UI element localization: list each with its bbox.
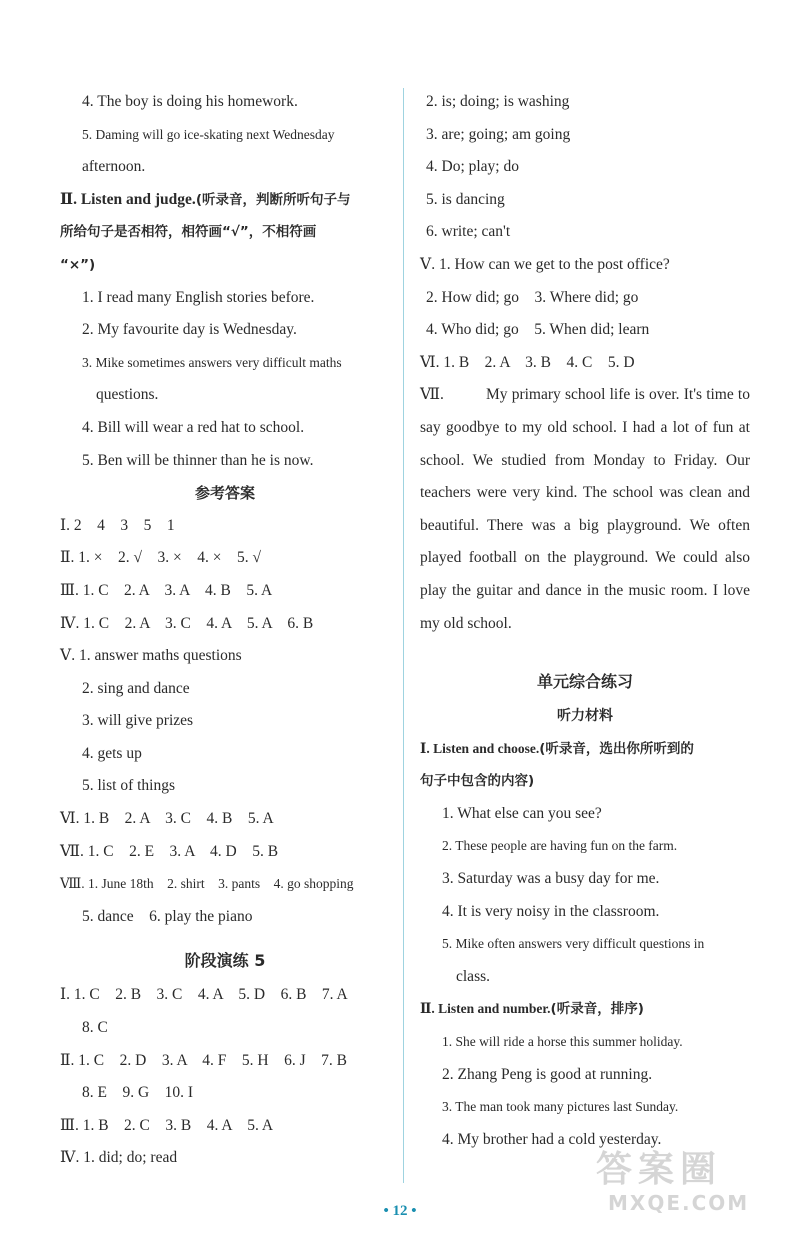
list-item: 4. It is very noisy in the classroom. (442, 902, 660, 920)
answer-row: 2. sing and dance (82, 679, 190, 697)
list-item: 2. Zhang Peng is good at running. (442, 1065, 653, 1083)
answer-row: Ⅵ. 1. B 2. A 3. C 4. B 5. A (60, 810, 274, 828)
essay-paragraph (420, 379, 750, 640)
section-heading-cont: 所给句子是否相符，相符画“√”，不相符画 (60, 224, 317, 241)
watermark-logo (596, 1141, 786, 1223)
answer-row: Ⅰ. 2 4 3 5 1 (60, 516, 175, 534)
answer-row: 3. are; going; am going (426, 125, 571, 143)
list-item: 3. Mike sometimes answers very difficult maths (82, 354, 342, 370)
answer-row: 5. list of things (82, 777, 176, 795)
column-divider (403, 88, 404, 1183)
answer-row: Ⅱ. 1. × 2. √ 3. × 4. × 5. √ (60, 549, 262, 567)
list-item: 3. The man took many pictures last Sunday. (442, 1099, 679, 1115)
answer-row: 8. E 9. G 10. I (82, 1084, 194, 1102)
watermark-text: 答案圈 (596, 1149, 723, 1190)
answer-row: Ⅲ. 1. B 2. C 3. B 4. A 5. A (60, 1116, 274, 1134)
section-heading: Ⅰ. Listen and choose.(听录音，选出你所听到的 (420, 740, 694, 757)
left-column (60, 86, 390, 1175)
list-item: 4. Bill will wear a red hat to school. (82, 418, 305, 436)
answer-row: 6. write; can't (426, 223, 511, 241)
list-item: questions. (96, 386, 159, 404)
answer-row: 4. gets up (82, 744, 142, 762)
watermark-url: MXQE.COM (608, 1191, 750, 1215)
list-item: 1. I read many English stories before. (82, 288, 315, 306)
stage-title: 阶段演练 5 (184, 951, 266, 971)
section-heading-cont: 句子中包含的内容) (420, 773, 535, 790)
answer-row: 8. C (82, 1019, 108, 1037)
answer-row: 4. Who did; go 5. When did; learn (426, 321, 650, 339)
answer-row: Ⅶ. 1. C 2. E 3. A 4. D 5. B (60, 842, 279, 860)
essay-text: My primary school life is over. It's time to say goodbye to my old school. I had a lot of fun at school. We studied from Monday to Friday. Our teachers were very kind. The school was clean and beautiful. There was a big playground. We often played football on the playground. We could also play the guitar and dance in the music room. I love my old school. (420, 386, 750, 632)
list-item: class. (456, 967, 491, 985)
answer-row: Ⅱ. 1. C 2. D 3. A 4. F 5. H 6. J 7. B (60, 1051, 347, 1069)
list-item: 4. My brother had a cold yesterday. (442, 1130, 662, 1148)
list-item: afternoon. (82, 158, 146, 176)
answer-row: Ⅲ. 1. C 2. A 3. A 4. B 5. A (60, 581, 273, 599)
right-column (420, 86, 750, 1156)
answer-row: Ⅵ. 1. B 2. A 3. B 4. C 5. D (420, 353, 635, 371)
list-item: 1. She will ride a horse this summer holiday. (442, 1034, 683, 1050)
list-item: 5. Ben will be thinner than he is now. (82, 451, 314, 469)
answer-row: 2. is; doing; is washing (426, 93, 570, 110)
list-item: 2. My favourite day is Wednesday. (82, 321, 297, 339)
list-item: 1. What else can you see? (442, 804, 602, 822)
answer-row: Ⅴ. 1. answer maths questions (60, 647, 242, 665)
answer-row: Ⅴ. 1. How can we get to the post office? (420, 255, 670, 273)
answer-row: 4. Do; play; do (426, 158, 519, 176)
section-heading: Ⅱ. Listen and number.(听录音，排序) (420, 1001, 644, 1018)
essay-label: Ⅶ. (420, 386, 444, 404)
answer-row: 2. How did; go 3. Where did; go (426, 288, 639, 306)
answer-row: Ⅷ. 1. June 18th 2. shirt 3. pants 4. go shopping (60, 876, 354, 892)
list-item: 5. Mike often answers very difficult questions in (442, 936, 705, 952)
answer-row: Ⅰ. 1. C 2. B 3. C 4. A 5. D 6. B 7. A (60, 986, 348, 1004)
page-number: • 12 • (383, 1203, 417, 1219)
unit-title: 单元综合练习 (536, 672, 633, 692)
list-item: 2. These people are having fun on the farm. (442, 838, 678, 854)
answer-row: Ⅳ. 1. did; do; read (60, 1149, 178, 1167)
section-heading-cont: “×”) (60, 256, 96, 273)
listening-title: 听力材料 (557, 708, 613, 725)
list-item: 3. Saturday was a busy day for me. (442, 870, 660, 888)
list-item: 5. Daming will go ice-skating next Wednesday (82, 126, 335, 142)
list-item: 4. The boy is doing his homework. (82, 93, 298, 110)
answer-row: Ⅳ. 1. C 2. A 3. C 4. A 5. A 6. B (60, 614, 314, 632)
answer-row: 5. is dancing (426, 190, 505, 208)
section-heading: Ⅱ. Listen and judge.(听录音，判断所听句子与 (60, 190, 351, 208)
answer-row: 5. dance 6. play the piano (82, 907, 253, 925)
answers-title: 参考答案 (194, 484, 255, 503)
answer-row: 3. will give prizes (82, 712, 194, 730)
